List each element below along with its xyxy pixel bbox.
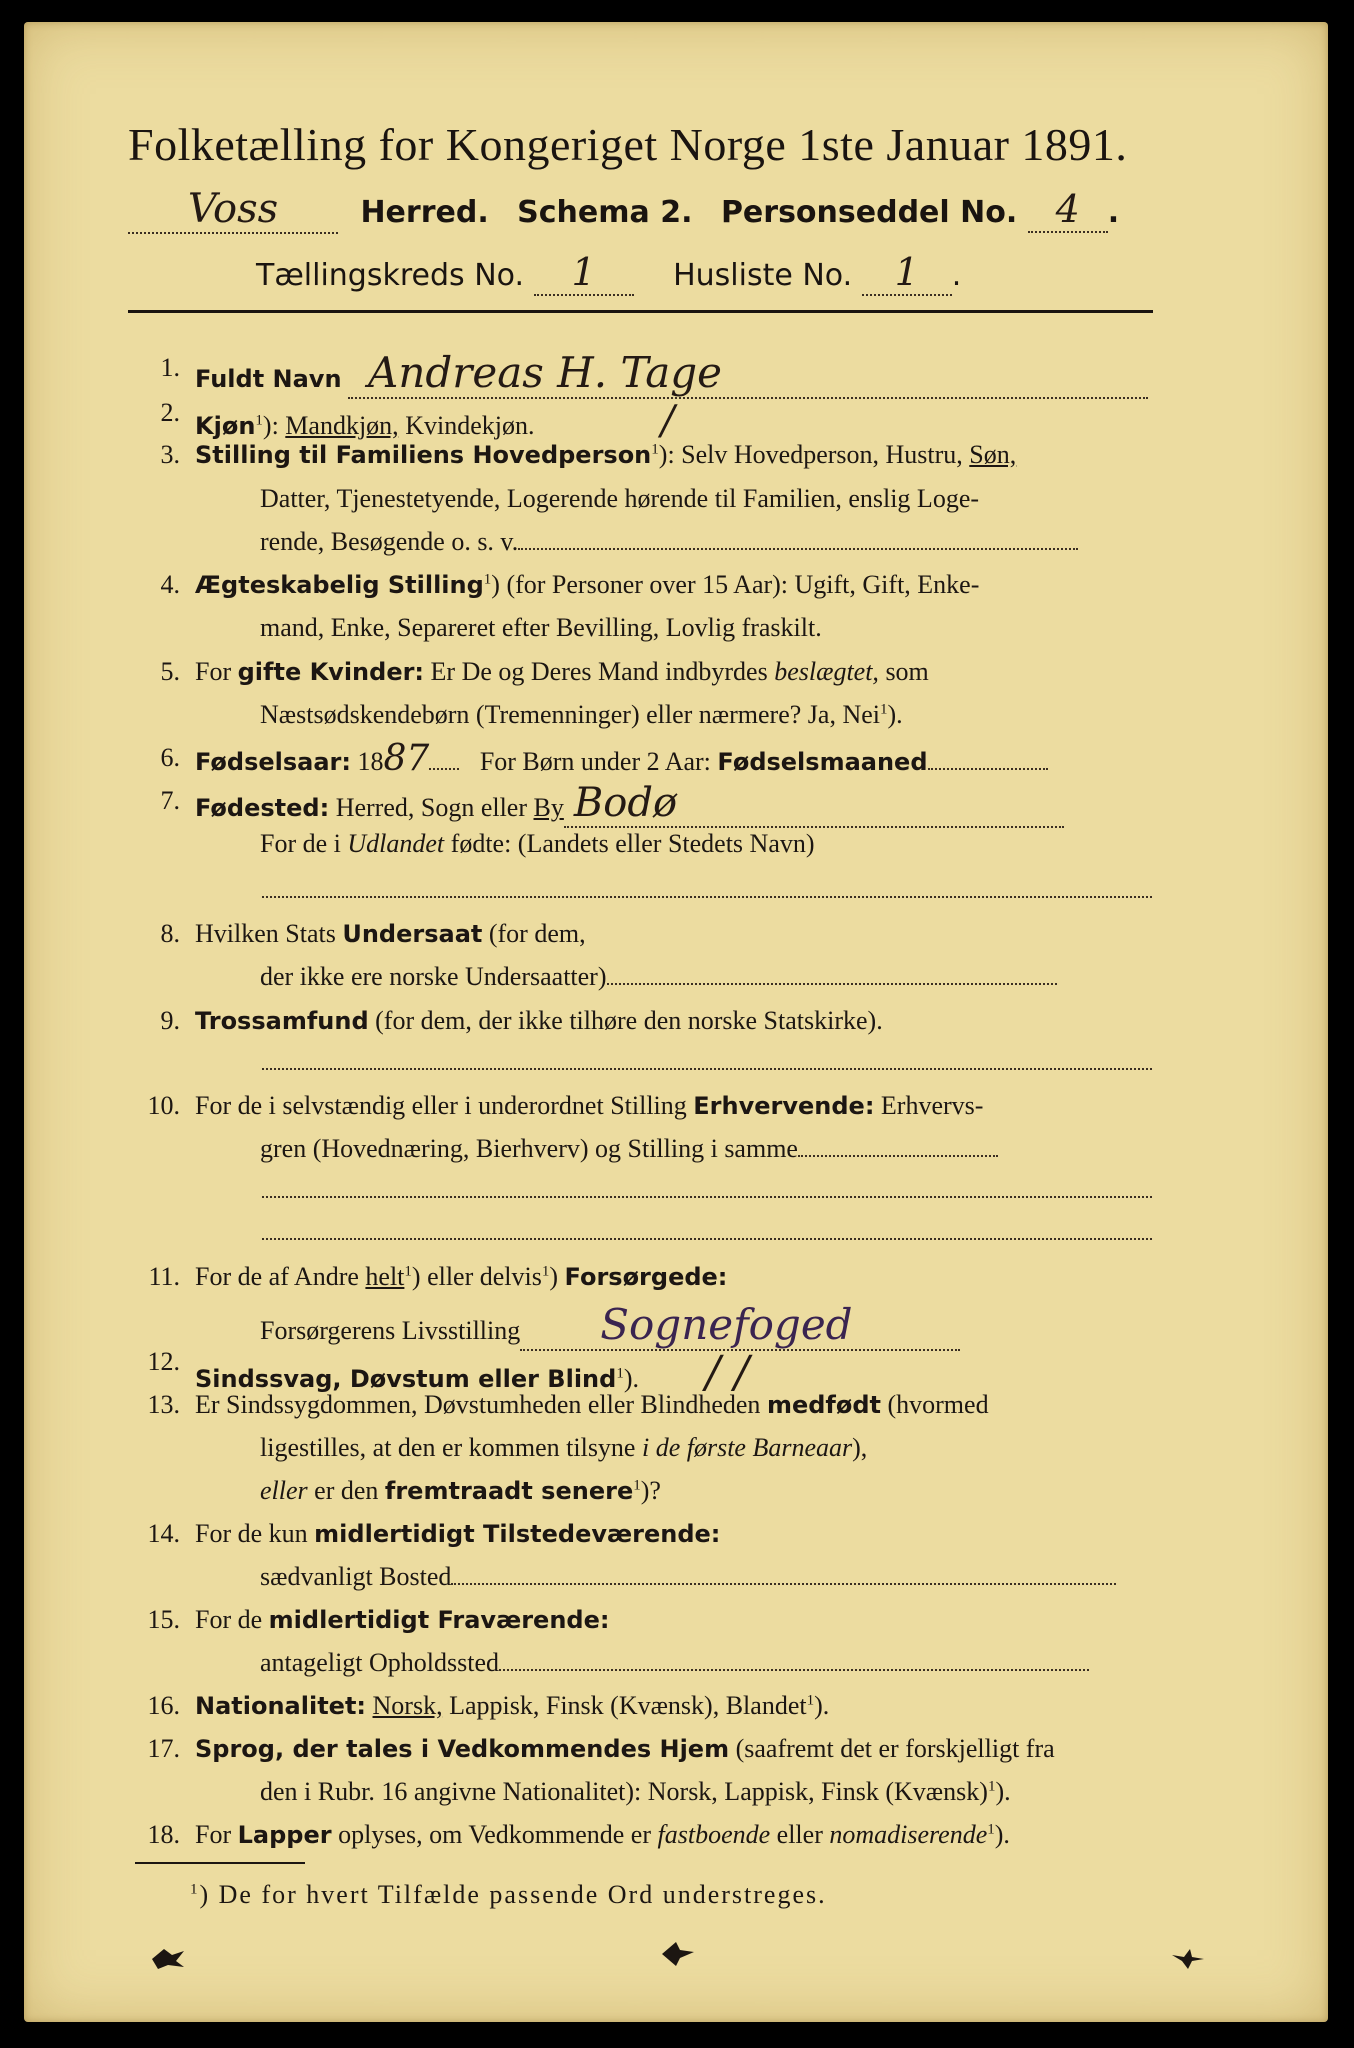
item-18-label: Lapper [237,1821,332,1849]
husliste-number: 1 [894,250,919,294]
nationality-norsk: Norsk, [372,1691,443,1720]
header-divider [128,310,1153,313]
item-7-udlandet: Udlandet [347,829,445,858]
item-1-label: Fuldt Navn [195,365,342,393]
item-6-label: Fødselsaar: [195,748,351,776]
item-6-number: 6. [160,743,180,772]
herred-line: Voss Herred. Schema 2. Personseddel No. 4 . [128,186,1153,234]
item-9-number: 9. [160,1006,180,1035]
item-8-number: 8. [160,919,180,948]
stilling-son: Søn, [969,440,1017,469]
item-13-text2b: ), [852,1433,868,1462]
herred-label: Herred. [360,195,489,230]
birthplace-value: Bodø [573,780,678,826]
item-6-label2: Fødselsmaaned [717,748,928,776]
item-5-end: ). [887,700,903,729]
item-18-eller: eller [776,1820,823,1849]
item-11-text1a: For de af Andre [195,1262,359,1291]
item-10-label: Erhvervende: [693,1092,875,1120]
kreds-number: 1 [571,250,596,294]
kreds-label: Tællingskreds No. [256,258,524,293]
item-3-line2: Datter, Tjenestetyende, Logerende hørende til Familien, enslig Loge- [260,484,980,513]
item-13-line2 [260,1433,867,1463]
item-16-rest: Lappisk, Finsk (Kvænsk), Blandet [449,1691,807,1720]
item-9 [195,1006,883,1036]
item-12-sup: 1 [616,1365,624,1382]
item-10-line2 [260,1134,998,1164]
item-10-text1a: For de i selvstændig eller i underordnet Stilling [195,1091,687,1120]
item-15-label: midlertidigt Fraværende: [268,1606,610,1634]
birth-year-prefix: 18 [357,747,384,776]
item-3-text3: rende, Besøgende o. s. v. [260,527,519,556]
item-1 [195,348,1150,399]
item-15-number: 15. [147,1605,180,1634]
item-13-text3a: er den [314,1476,379,1505]
personseddel-number: 4 [1055,187,1080,231]
item-17-line2 [260,1777,1011,1807]
item-17-text2: den i Rubr. 16 angivne Nationalitet): Norsk, Lappisk, Finsk (Kvænsk) [260,1777,988,1806]
item-17-number: 17. [147,1734,180,1763]
item-2 [195,398,674,444]
item-18-number: 18. [147,1820,180,1849]
item-10-text2: gren (Hovednæring, Bierhverv) og Stilling i samme [260,1134,798,1163]
item-9-blank-line [262,1062,1152,1070]
item-4-text1: ) (for Personer over 15 Aar): Ugift, Gift, Enke- [491,570,980,599]
item-5-text1b: som [885,657,929,686]
item-16-label: Nationalitet: [195,1692,367,1720]
item-11-text2: Forsørgerens Livsstilling [260,1316,521,1345]
item-13-text2i: i de første Barneaar [641,1433,853,1462]
item-7-number: 7. [160,786,180,815]
item-9-label: Trossamfund [195,1007,369,1035]
item-13-sup: 1 [633,1477,641,1494]
item-15-line2 [260,1648,1089,1678]
item-8-text1a: Hvilken Stats [195,919,336,948]
kreds-line: Tællingskreds No. 1 Husliste No. 1 . [256,250,962,294]
item-11-sup2: 1 [541,1263,550,1280]
item-11-line1 [195,1262,727,1292]
item-8-line1 [195,919,586,949]
item-6 [195,738,1048,779]
item-8-label: Undersaat [342,920,483,948]
item-3-number: 3. [160,440,180,469]
item-15-text2: antageligt Opholdssted [260,1648,500,1677]
ornament-left-icon [150,1945,186,1971]
item-18-end: ). [994,1820,1010,1849]
item-10-blank-line-1 [262,1190,1152,1198]
item-18-nomadiserende: nomadiserende [829,1820,988,1849]
ornament-center-icon [660,1940,696,1968]
item-3-text1: ): Selv Hovedperson, Hustru, [658,440,963,469]
item-11-number: 11. [148,1262,180,1291]
kjon-mandkjon: Mandkjøn, [285,411,399,440]
item-18 [195,1820,1010,1850]
item-8-text1b: (for dem, [488,919,586,948]
item-4-number: 4. [160,570,180,599]
item-4-line1 [195,570,979,600]
item-16-number: 16. [147,1691,180,1720]
provider-occupation-value: Sognefoged [600,1300,853,1349]
item-2-label: Kjøn [195,412,256,440]
item-11-helt: helt [365,1262,405,1291]
item-11-line2 [260,1300,960,1351]
item-2-rest: ): [262,411,279,440]
item-3-line1 [195,440,1016,470]
item-17-end: ). [995,1777,1011,1806]
item-8-line2 [260,962,1057,992]
item-2-number: 2. [160,398,180,427]
item-12-label: Sindssvag, Døvstum eller Blind [195,1365,617,1393]
item-14-pre: For de kun [195,1519,308,1548]
item-15-pre: For de [195,1605,263,1634]
item-13-text2a: ligestilles, at den er kommen tilsyne [260,1433,636,1462]
personseddel-label: Personseddel No. [720,195,1018,230]
item-12-number: 12. [147,1347,180,1376]
item-8-text2: der ikke ere norske Undersaatter) [260,962,607,991]
item-7-blank-line [262,890,1152,898]
item-13-line3 [260,1476,661,1506]
item-18-fastboende: fastboende [657,1820,771,1849]
husliste-label: Husliste No. [673,258,853,293]
item-5-text1a: Er De og Deres Mand indbyrdes [430,657,768,686]
footnote-sup: 1 [190,1881,200,1898]
item-14-text2: sædvanligt Bosted [260,1562,452,1591]
item-13-label2: fremtraadt senere [384,1477,634,1505]
item-14-line2 [260,1562,1116,1592]
item-9-rest: (for dem, der ikke tilhøre den norske Statskirke). [375,1006,883,1035]
birth-year-handwritten: 87 [383,738,430,779]
item-13-label: medfødt [766,1391,881,1419]
item-3-line3 [260,527,1078,557]
item-16-end: ). [814,1691,830,1720]
item-12-rest: ). [623,1364,639,1393]
item-11-text1b: ) eller delvis [411,1262,542,1291]
item-13-text1b: (hvormed [887,1390,989,1419]
item-5-text2: Næstsødskendebørn (Tremenninger) eller nærmere? Ja, Nei [260,700,880,729]
item-16 [195,1691,829,1721]
item-14-line1 [195,1519,720,1549]
item-4-line2: mand, Enke, Separeret efter Bevilling, Lovlig fraskilt. [260,613,822,642]
item-3-sup: 1 [651,441,659,458]
item-7-opts: Herred, Sogn eller [335,793,528,822]
item-10-text1b: Erhvervs- [880,1091,984,1120]
item-7-by: By [533,793,564,822]
footnote [190,1880,827,1910]
item-10-line1 [195,1091,983,1121]
item-5-pre: For [195,657,232,686]
item-7-label: Fødested: [195,794,330,822]
herred-handwritten: Voss [187,186,279,232]
item-15-line1 [195,1605,609,1635]
item-17-line1 [195,1734,1055,1764]
footnote-rule [135,1862,305,1864]
item-5-sup: 1 [880,701,888,718]
item-7-line1 [195,780,1064,828]
item-13-text3i: eller [260,1476,308,1505]
item-10-blank-line-2 [262,1232,1152,1240]
item-5-number: 5. [160,657,180,686]
item-1-number: 1. [160,353,180,382]
full-name-value: Andreas H. Tage [368,348,723,397]
item-5-line1 [195,657,929,687]
item-2-sup: 1 [255,412,263,429]
form-title: Folketælling for Kongeriget Norge 1ste Januar 1891. [128,119,1128,170]
item-16-sup: 1 [806,1692,815,1709]
item-12-handmarks: / / [705,1347,750,1398]
item-17-sup: 1 [987,1778,996,1795]
item-18-pre: For [195,1820,232,1849]
item-17-text1b: (saafremt det er forskjelligt fra [735,1734,1055,1763]
item-13-number: 13. [147,1390,180,1419]
item-14-label: midlertidigt Tilstedeværende: [314,1520,721,1548]
item-7-line2 [260,829,815,859]
item-13-text3b: )? [640,1476,661,1505]
schema-label: Schema 2. [517,195,693,230]
item-7-text2a: For de i [260,829,341,858]
item-4-sup: 1 [483,571,492,588]
item-5-line2 [260,700,903,730]
item-11-text1c: ) [549,1262,559,1291]
footnote-text: ) De for hvert Tilfælde passende Ord understreges. [199,1880,827,1909]
item-14-number: 14. [147,1519,180,1548]
item-18-sup: 1 [987,1821,995,1838]
item-18-text1a: oplyses, om Vedkommende er [338,1820,652,1849]
item-7-text2b: fødte: (Landets eller Stedets Navn) [450,829,815,858]
item-11-label: Forsørgede: [564,1263,728,1291]
item-2-handmark: / [660,398,675,444]
kjon-kvindekjon: Kvindekjøn. [405,411,535,440]
item-17-label: Sprog, der tales i Vedkommendes Hjem [195,1735,730,1763]
item-6-mid: For Børn under 2 Aar: [479,747,711,776]
item-5-label: gifte Kvinder: [237,658,425,686]
item-5-beslaegtet: beslægtet, [774,657,879,686]
item-10-number: 10. [147,1091,180,1120]
item-11-sup: 1 [404,1263,412,1280]
item-4-label: Ægteskabelig Stilling [195,571,484,599]
item-13-text1a: Er Sindssygdommen, Døvstumheden eller Blindheden [195,1390,761,1419]
item-13-line1 [195,1390,989,1420]
item-3-label: Stilling til Familiens Hovedperson [195,441,652,469]
ornament-right-icon [1170,1945,1206,1971]
